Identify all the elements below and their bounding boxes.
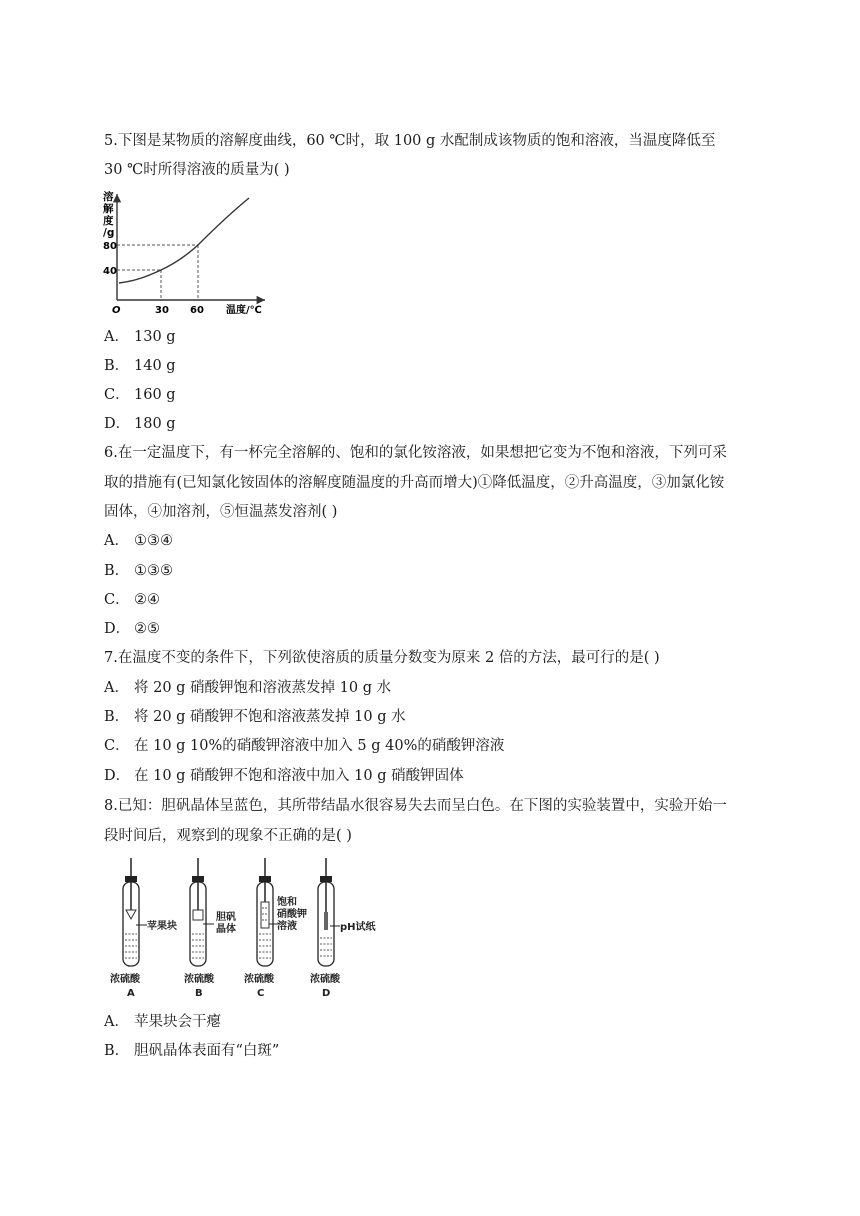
q5-stem-line2: 30 ℃时所得溶液的质量为( )	[104, 162, 290, 178]
x-tick-label: 30	[155, 305, 169, 316]
q8-stem-line2: 段时间后，观察到的现象不正确的是( )	[104, 828, 352, 844]
tube-c-letter: C	[257, 988, 265, 999]
tube-b-bottom: 浓硫酸	[184, 974, 214, 985]
q6-option-c: C． ②④	[104, 592, 160, 608]
tube-d	[310, 858, 377, 999]
x-tick-label: 60	[190, 305, 204, 316]
y-tick-label: 40	[103, 266, 117, 277]
origin-label: O	[112, 305, 121, 316]
tube-b-letter: B	[195, 988, 203, 999]
solubility-chart	[100, 186, 280, 320]
q6-option-b: B． ①③⑤	[104, 563, 173, 579]
tube-c-label-line1: 饱和	[277, 897, 297, 908]
q5-option-a: A． 130 g	[104, 329, 176, 345]
tube-d-bottom: 浓硫酸	[310, 974, 340, 985]
y-label-char: /g	[103, 227, 115, 239]
q6-option-d: D． ②⑤	[104, 621, 160, 637]
tube-b	[184, 858, 236, 999]
q5-stem-line1: 5.下图是某物质的溶解度曲线，60 ℃时，取 100 g 水配制成该物质的饱和溶液，当温度降低至	[104, 133, 716, 149]
q7-option-c: C． 在 10 g 10%的硝酸钾溶液中加入 5 g 40%的硝酸钾溶液	[104, 738, 505, 754]
tube-a-letter: A	[127, 988, 135, 999]
tube-a-bottom: 浓硫酸	[110, 974, 140, 985]
q7-option-d: D． 在 10 g 硝酸钾不饱和溶液中加入 10 g 硝酸钾固体	[104, 768, 464, 784]
q5-option-d: D． 180 g	[104, 416, 176, 432]
q8-option-a: A． 苹果块会干瘪	[104, 1014, 221, 1030]
y-label-char: 溶	[103, 191, 114, 203]
q5-option-c: C． 160 g	[104, 387, 176, 403]
tube-d-letter: D	[322, 988, 331, 999]
tube-b-label-line2: 晶体	[216, 924, 236, 935]
tube-c-bottom: 浓硫酸	[244, 974, 274, 985]
q8-option-b: B． 胆矾晶体表面有“白斑”	[104, 1043, 280, 1059]
tube-d-label: pH试纸	[340, 922, 376, 933]
apparatus-figure	[104, 858, 394, 1000]
tube-b-label-line1: 胆矾	[216, 912, 236, 923]
x-axis-label: 温度/℃	[226, 305, 262, 316]
tube-c	[244, 858, 307, 999]
q7-option-b: B． 将 20 g 硝酸钾不饱和溶液蒸发掉 10 g 水	[104, 709, 406, 725]
q6-stem-line2: 取的措施有(已知氯化铵固体的溶解度随温度的升高而增大)①降低温度，②升高温度，③加氯化铵	[104, 475, 725, 491]
tube-c-label-line2: 硝酸钾	[277, 909, 307, 920]
q5-option-b: B． 140 g	[104, 358, 176, 374]
q6-stem-line1: 6.在一定温度下，有一杯完全溶解的、饱和的氯化铵溶液，如果想把它变为不饱和溶液，下列可采	[104, 445, 727, 461]
q6-stem-line3: 固体，④加溶剂，⑤恒温蒸发溶剂( )	[104, 504, 338, 520]
q8-stem-line1: 8.已知：胆矾晶体呈蓝色，其所带结晶水很容易失去而呈白色。在下图的实验装置中，实验开始一	[104, 798, 727, 814]
q7-stem-line1: 7.在温度不变的条件下，下列欲使溶质的质量分数变为原来 2 倍的方法，最可行的是( )	[104, 650, 660, 666]
q6-option-a: A． ①③④	[104, 533, 173, 549]
y-label-char: 度	[103, 215, 114, 227]
y-tick-label: 80	[103, 241, 117, 252]
q7-option-a: A． 将 20 g 硝酸钾饱和溶液蒸发掉 10 g 水	[104, 680, 392, 696]
y-label-char: 解	[103, 203, 114, 215]
tube-c-label-line3: 溶液	[277, 921, 297, 932]
tube-a	[110, 858, 177, 999]
tube-a-label: 苹果块	[147, 921, 177, 932]
